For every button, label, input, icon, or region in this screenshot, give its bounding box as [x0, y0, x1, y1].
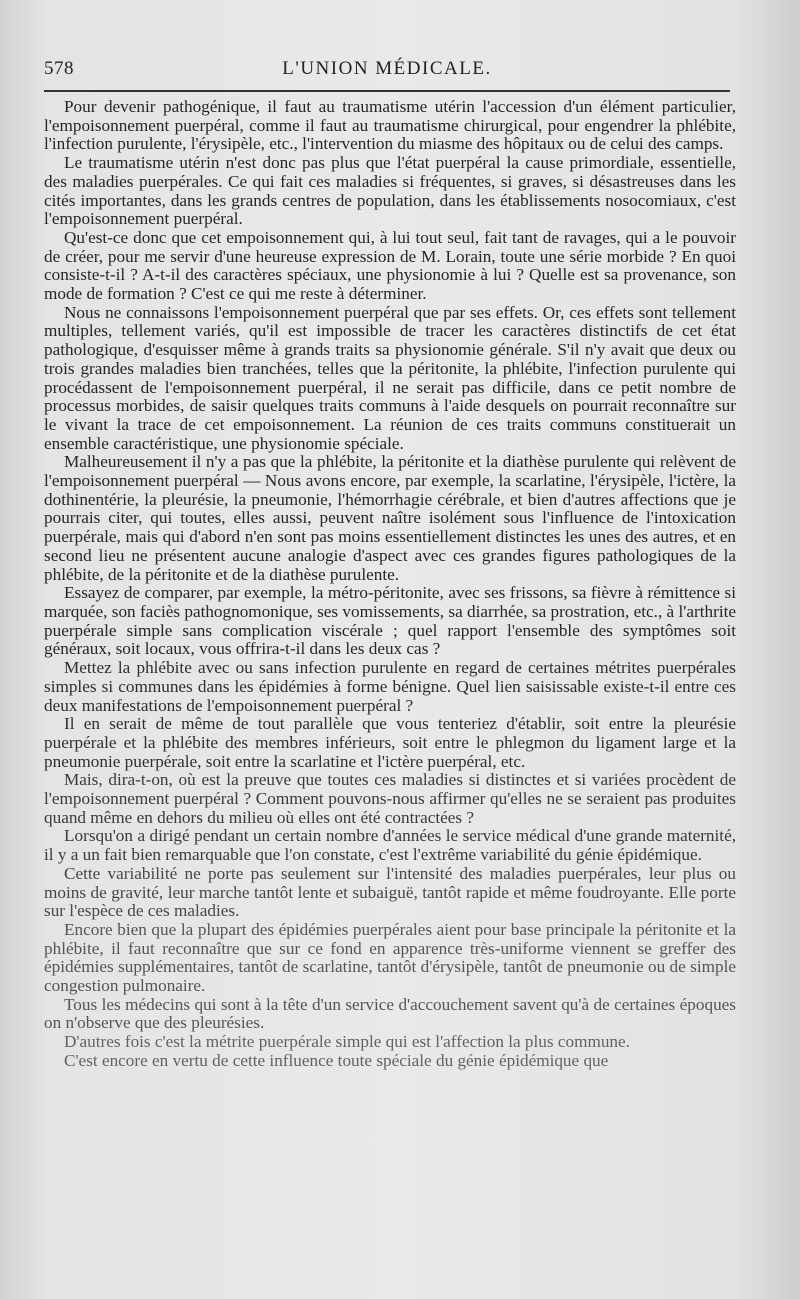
paragraph: Essayez de comparer, par exemple, la métro-péritonite, avec ses frissons, sa fièvre à rémittence si marquée, son faciès pathognomonique, ses vomissements, sa diarrhée, sa prostration, etc., à l'arthrite puerpérale simple sans complication viscérale ; quel rapport l'ensemble des symptômes soit généraux, soit locaux, vous offrira-t-il dans les deux cas ?: [44, 583, 736, 659]
page-header: [44, 58, 730, 88]
paragraph: Pour devenir pathogénique, il faut au traumatisme utérin l'accession d'un élément particulier, l'empoisonnement puerpéral, comme il faut au traumatisme chirurgical, pour engendrer la phlébite, l'infection purulente, l'érysipèle, etc., l'intervention du miasme des hôpitaux ou de celui des camps.: [44, 97, 736, 154]
paragraph: Mettez la phlébite avec ou sans infection purulente en regard de certaines métrites puerpérales simples si communes dans les épidémies à forme bénigne. Quel lien saisissable existe-t-il entre ces deux manifestations de l'empoisonnement puerpéral ?: [44, 658, 736, 715]
running-title: L'UNION MÉDICALE.: [282, 58, 492, 79]
paragraph: Tous les médecins qui sont à la tête d'un service d'accouchement savent qu'à de certaines époques on n'observe que des pleurésies.: [44, 994, 736, 1033]
paragraph: Lorsqu'on a dirigé pendant un certain nombre d'années le service médical d'une grande maternité, il y a un fait bien remarquable que l'on constate, c'est l'extrême variabilité du génie épidémique.: [44, 826, 736, 865]
paragraph: Qu'est-ce donc que cet empoisonnement qui, à lui tout seul, fait tant de ravages, qui a le pouvoir de créer, pour me servir d'une heureuse expression de M. Lorain, toute une série morbide ? En quoi consiste-t-il ? A-t-il des caractères spéciaux, une physionomie à lui ? Quelle est sa provenance, son mode de formation ? C'est ce qui me reste à déterminer.: [44, 227, 736, 304]
page-number: 578: [44, 58, 74, 79]
paragraph: Mais, dira-t-on, où est la preuve que toutes ces maladies si distinctes et si variées procèdent de l'empoisonnement puerpéral ? Comment pouvons-nous affirmer qu'elles ne se seraient pas produites quand même en dehors du milieu où elles ont été contractées ?: [44, 770, 736, 827]
paragraph: Le traumatisme utérin n'est donc pas plus que l'état puerpéral la cause primordiale, essentielle, des maladies puerpérales. Ce qui fait ces maladies si fréquentes, si graves, si désastreuses dans les cités importantes, dans les grands centres de population, dans les établissements nosocomiaux, c'est l'empoisonnement puerpéral.: [44, 153, 736, 229]
paragraph: D'autres fois c'est la métrite puerpérale simple qui est l'affection la plus commune.: [64, 1032, 630, 1052]
header-rule: [44, 90, 730, 92]
body-text: [44, 98, 736, 1071]
paragraph: C'est encore en vertu de cette influence toute spéciale du génie épidémique que: [64, 1050, 609, 1070]
paragraph: Cette variabilité ne porte pas seulement sur l'intensité des maladies puerpérales, leur plus ou moins de gravité, leur marche tantôt lente et subaiguë, tantôt rapide et même foudroyante. Elle porte sur l'espèce de ces maladies.: [44, 863, 736, 921]
paragraph: Il en serait de même de tout parallèle que vous tenteriez d'établir, soit entre la pleurésie puerpérale et la phlébite des membres inférieurs, soit entre le phlegmon du ligament large et la pneumonie puerpérale, soit entre la scarlatine et l'ictère puerpéral, etc.: [44, 714, 736, 771]
paragraph: Encore bien que la plupart des épidémies puerpérales aient pour base principale la péritonite et la phlébite, il faut reconnaître que sur ce fond en apparence très-uniforme viennent se greffer des épidémies supplémentaires, tantôt de scarlatine, tantôt d'érysipèle, tantôt de pneumonie ou de simple congestion pulmonaire.: [44, 919, 736, 996]
paragraph: Malheureusement il n'y a pas que la phlébite, la péritonite et la diathèse purulente qui relèvent de l'empoisonnement puerpéral — Nous avons encore, par exemple, la scarlatine, l'érysipèle, l'ictère, la dothinentérie, la pleurésie, la pneumonie, l'hémorrhagie cérébrale, et bien d'autres affections que je pourrais citer, qui toutes, elles aussi, peuvent naître isolément sous l'influence de l'intoxication puerpérale, mais qui d'abord n'en sont pas moins essentiellement distinctes les unes des autres, et en second lieu ne présentent aucune analogie d'aspect avec ces grandes figures pathologiques de la phlébite, de la péritonite et de la diathèse purulente.: [44, 452, 736, 584]
paragraph: Nous ne connaissons l'empoisonnement puerpéral que par ses effets. Or, ces effets sont tellement multiples, tellement variés, qu'il est impossible de tracer les caractères distinctifs de cet état pathologique, d'esquisser même à grands traits sa physionomie générale. S'il n'y avait que deux ou trois grandes maladies bien tranchées, telles que la péritonite, la phlébite, l'infection purulente qui procédassent de l'empoisonnement puerpéral, il ne serait pas difficile, dans ce petit nombre de processus morbides, de saisir quelques traits communs à l'aide desquels on pourrait reconnaître sur le vivant la trace de cet empoisonnement. La réunion de ces traits communs constituerait un ensemble caractéristique, une physionomie spéciale.: [44, 302, 736, 453]
